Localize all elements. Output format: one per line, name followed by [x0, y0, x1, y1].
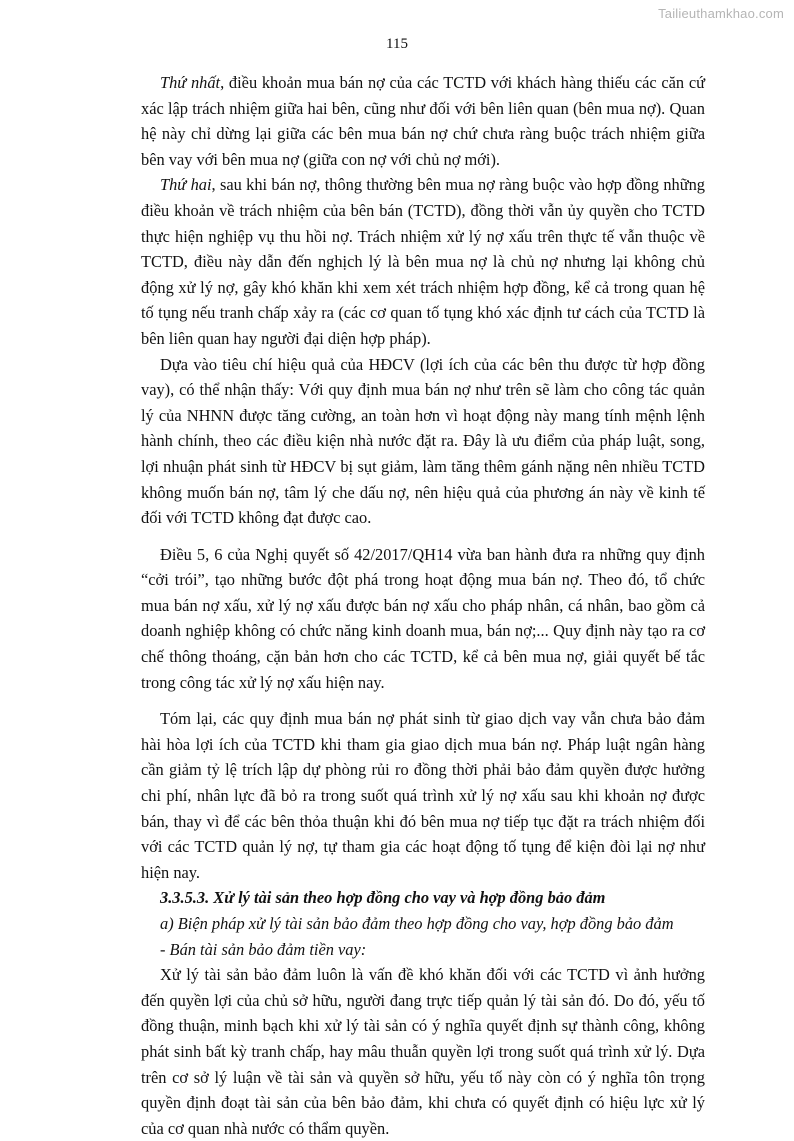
- paragraph-text: , sau khi bán nợ, thông thường bên mua nợ ràng buộc vào hợp đồng những điều khoản về trách nhiệm của bên bán (TCTD), đồng thời vẫn ủy quyền cho TCTD thực hiện nghiệp vụ thu hồi nợ. Trách nhiệm xử lý nợ xấu trên thực tế vẫn thuộc về TCTD, điều này dẫn đến nghịch lý là bên mua nợ là chủ nợ nhưng lại không chủ động xử lý nợ, gây khó khăn khi xem xét trách nhiệm hợp đồng, kể cả trong quan hệ tố tụng nếu tranh chấp xảy ra (các cơ quan tố tụng khó xác định tư cách của TCTD là bên liên quan hay người đại diện hợp pháp).: [141, 175, 705, 348]
- paragraph-effectiveness: Dựa vào tiêu chí hiệu quả của HĐCV (lợi ích của các bên thu được từ hợp đồng vay), có thể nhận thấy: Với quy định mua bán nợ như trên sẽ làm cho công tác quản lý của NHNN được tăng cường, an toàn hơn vì hoạt động này mang tính mệnh lệnh hành chính, theo các điều kiện nhà nước đặt ra. Đây là ưu điểm của pháp luật, song, lợi nhuận phát sinh từ HĐCV bị sụt giảm, làm tăng thêm gánh nặng nên nhiều TCTD không muốn bán nợ, tâm lý che dấu nợ, nên hiệu quả của phương án này về kinh tế đối với TCTD không đạt được cao.: [141, 354, 705, 528]
- section-heading: 3.3.5.3. Xử lý tài sản theo hợp đồng cho vay và hợp đồng bảo đảm: [160, 888, 606, 908]
- page-number: 115: [386, 36, 408, 52]
- page-body: [141, 70, 705, 1141]
- subheading-a: a) Biện pháp xử lý tài sản bảo đảm theo hợp đồng cho vay, hợp đồng bảo đảm: [160, 914, 674, 933]
- subheading-b: - Bán tài sản bảo đảm tiền vay:: [160, 939, 367, 959]
- paragraph-text: , điều khoản mua bán nợ của các TCTD với khách hàng thiếu các căn cứ xác lập trách nhiệm giữa hai bên, cũng như đối với bên liên quan (bên mua nợ). Quan hệ này chỉ dừng lại giữa các bên mua bán nợ chứ chưa ràng buộc trách nhiệm giữa bên vay với bên mua nợ (giữa con nợ với chủ nợ mới).: [141, 73, 705, 169]
- paragraph-collateral: Xử lý tài sản bảo đảm luôn là vấn đề khó khăn đối với các TCTD vì ảnh hưởng đến quyền lợi của chủ sở hữu, người đang trực tiếp quản lý tài sản đó. Do đó, yếu tố đồng thuận, minh bạch khi xử lý tài sản có ý nghĩa quyết định sự thành công, không phát sinh bất kỳ tranh chấp, hay mâu thuẫn quyền lợi trong suốt quá trình xử lý. Dựa trên cơ sở lý luận về tài sản và quyền sở hữu, yếu tố này còn có ý nghĩa tôn trọng quyền định đoạt tài sản của bên bảo đảm, khi chưa có quyết định có hiệu lực xử lý của cơ quan nhà nước có thẩm quyền.: [141, 965, 705, 1138]
- paragraph-first: [141, 70, 705, 172]
- paragraph-lead: Thứ hai: [160, 175, 212, 195]
- paragraph-second: [141, 172, 705, 351]
- paragraph-summary: Tóm lại, các quy định mua bán nợ phát sinh từ giao dịch vay vẫn chưa bảo đảm hài hòa lợi ích của TCTD khi tham gia giao dịch mua bán nợ. Pháp luật ngân hàng cần giảm tỷ lệ trích lập dự phòng rủi ro đồng thời phải bảo đảm quyền được hưởng chi phí, nhân lực đã bỏ ra trong suốt quá trình xử lý nợ xấu sau khi khoản nợ được bán, thay vì để các bên thỏa thuận khi đó bên mua nợ tiếp tục đặt ra trách nhiệm đối với các TCTD quản lý nợ, tự tham gia các hoạt động tố tụng để kiện đòi lại nợ như hiện nay.: [141, 709, 705, 882]
- watermark: Tailieuthamkhao.com: [658, 6, 784, 21]
- paragraph-resolution-42: Điều 5, 6 của Nghị quyết số 42/2017/QH14 vừa ban hành đưa ra những quy định “cởi trói”, tạo những bước đột phá trong hoạt động mua bán nợ. Theo đó, tổ chức mua bán nợ xấu, xử lý nợ xấu được bán nợ xấu cho pháp nhân, cá nhân, bao gồm cả doanh nghiệp không có chức năng kinh doanh mua, bán nợ;... Quy định này tạo ra cơ chế thông thoáng, cặn bản hơn cho các TCTD, kể cả bên mua nợ, giải quyết bế tắc trong công tác xử lý nợ xấu hiện nay.: [141, 544, 705, 692]
- paragraph-lead: Thứ nhất: [160, 73, 221, 92]
